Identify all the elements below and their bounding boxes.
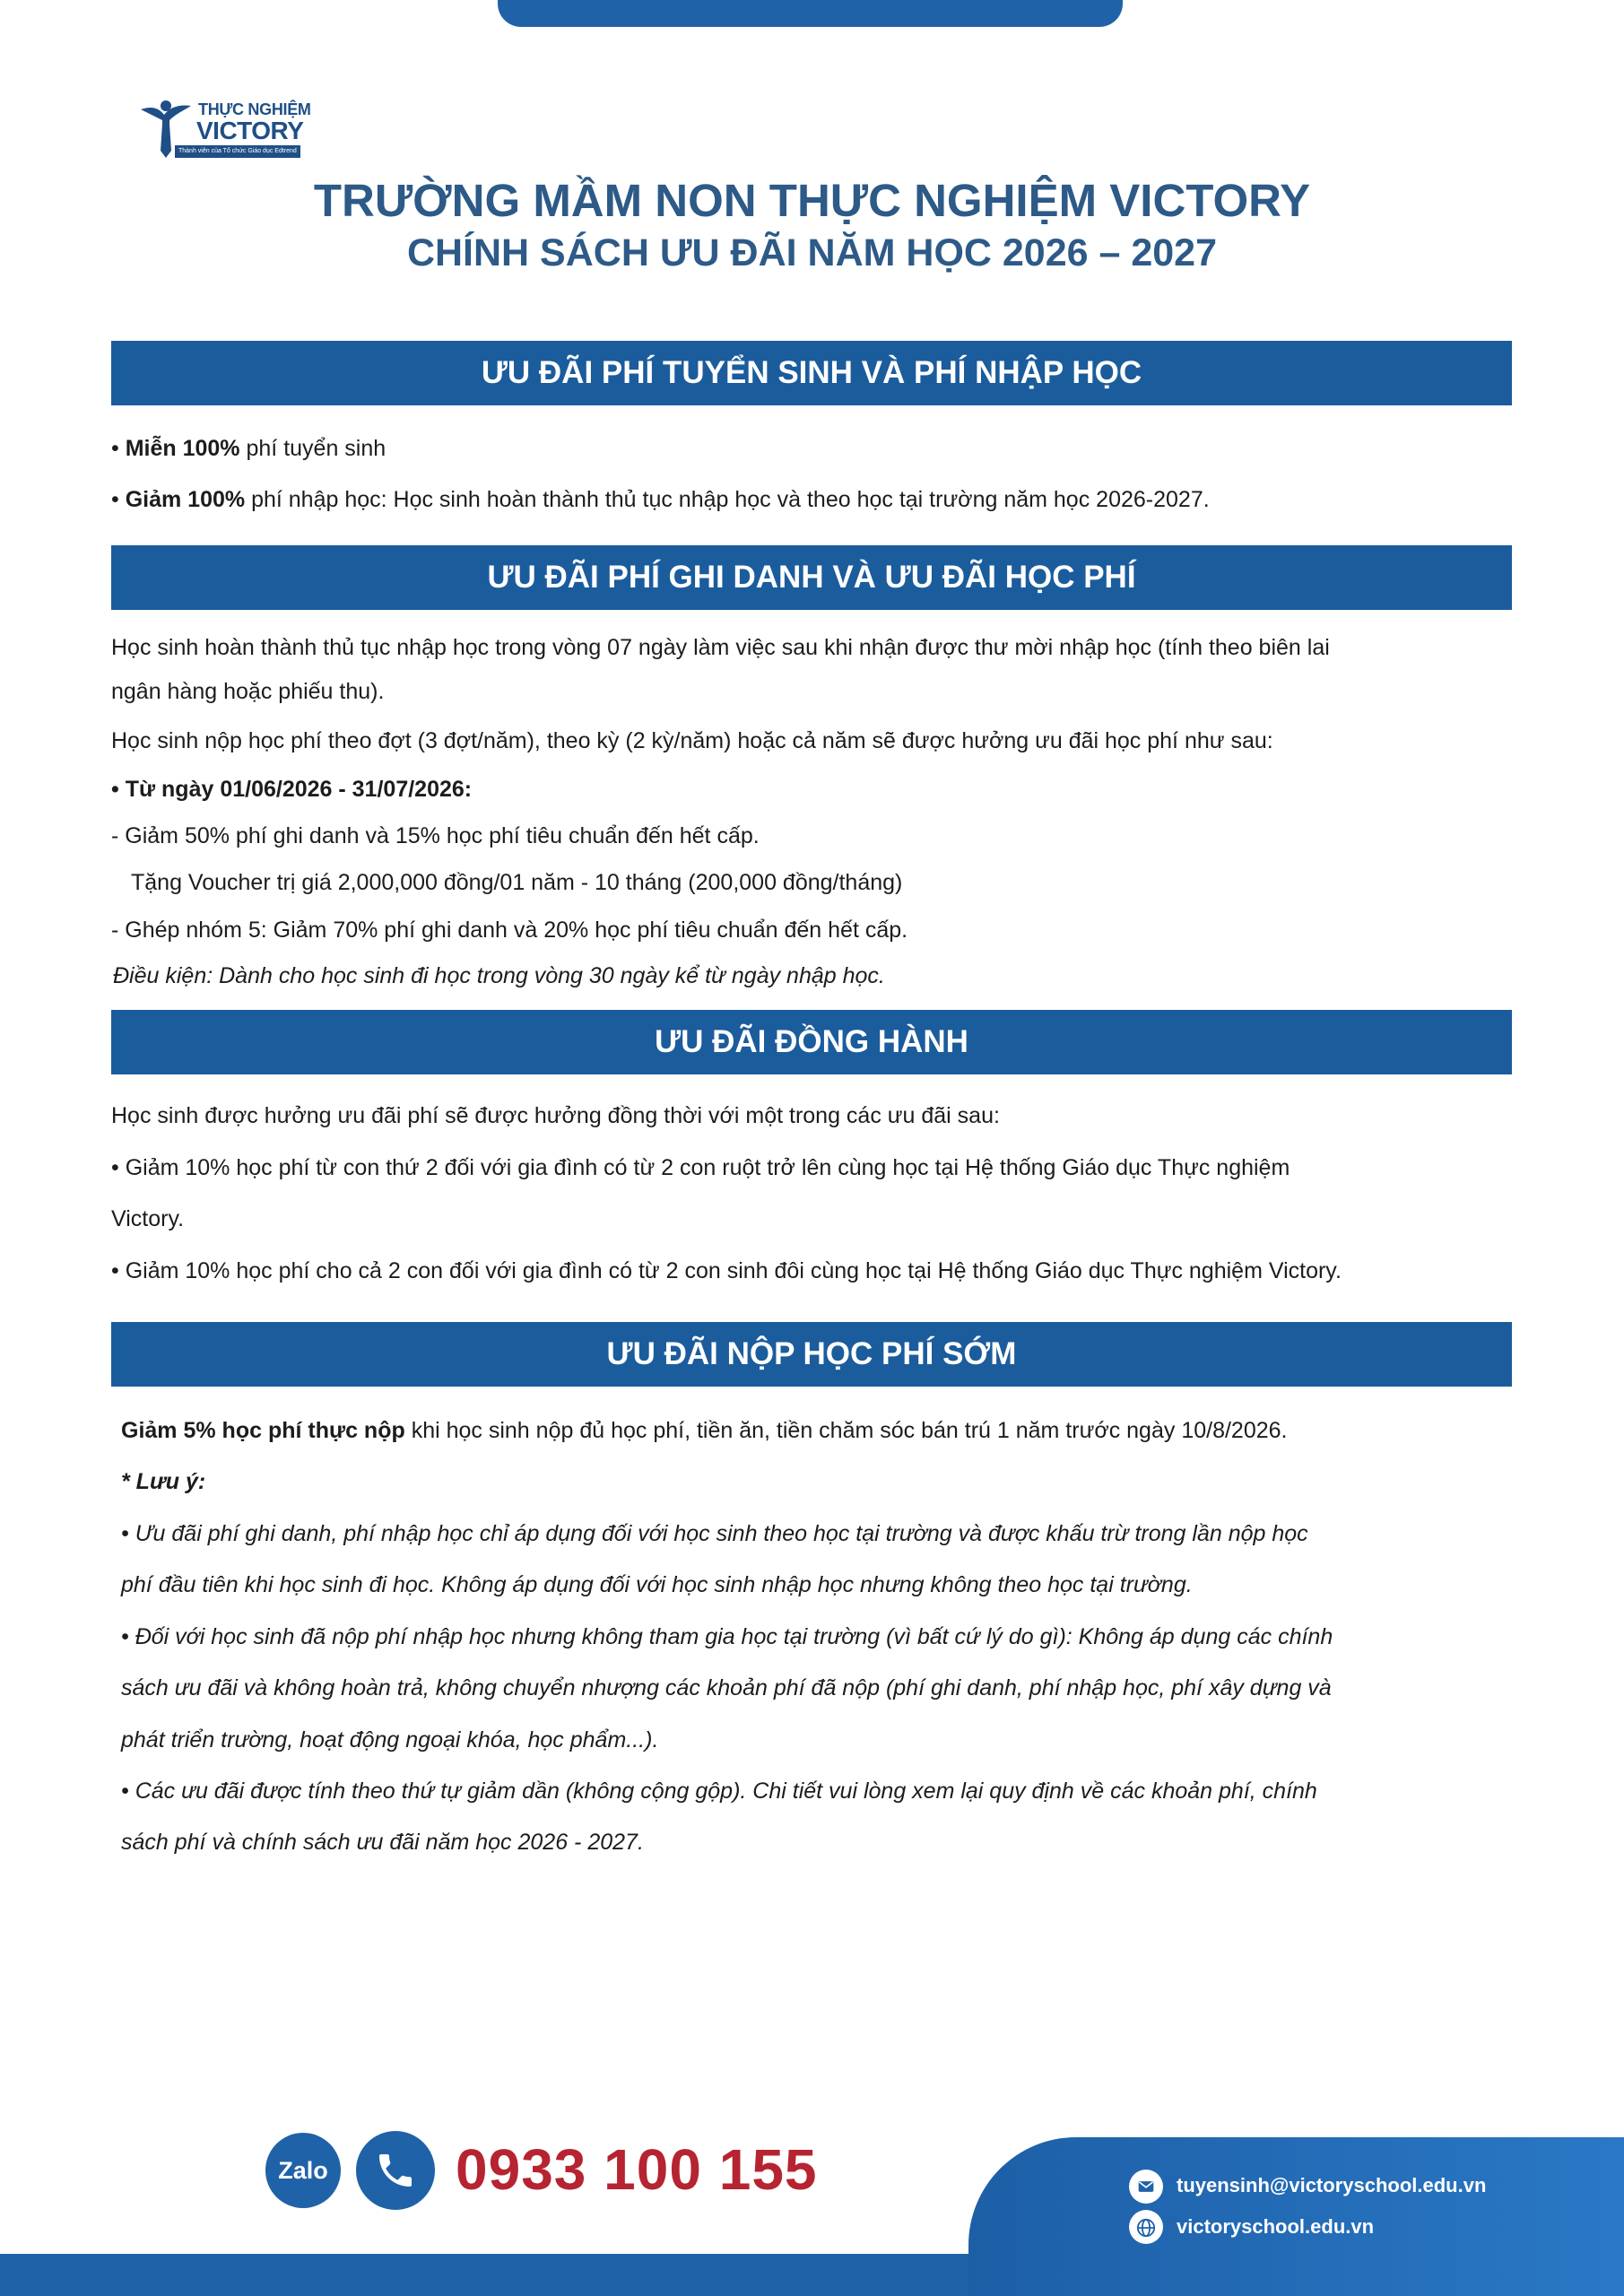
admission-item-1-text: phí tuyển sinh	[239, 436, 386, 461]
early-payment-text: khi học sinh nộp đủ học phí, tiền ăn, tiền chăm sóc bán trú 1 năm trước ngày 10/8/2026.	[404, 1418, 1288, 1443]
section-heading-admission-fee: ƯU ĐÃI PHÍ TUYỂN SINH VÀ PHÍ NHẬP HỌC	[111, 341, 1512, 405]
hotline-number[interactable]: 0933 100 155	[456, 2137, 818, 2202]
tuition-para1-line2: ngân hàng hoặc phiếu thu).	[111, 679, 385, 704]
admission-item-1: • Miễn 100% phí tuyển sinh	[111, 436, 386, 461]
companion-item-1-line1: • Giảm 10% học phí từ con thứ 2 đối với gia đình có từ 2 con ruột trở lên cùng học tại Hệ thống Giáo dục Thực nghiệm	[111, 1155, 1290, 1180]
companion-item-2: • Giảm 10% học phí cho cả 2 con đối với gia đình có từ 2 con sinh đôi cùng học tại Hệ thống Giáo dục Thực nghiệm Victory.	[111, 1258, 1342, 1283]
logo-text-line1: THỰC NGHIỆM	[198, 100, 311, 118]
tuition-offer-2: - Ghép nhóm 5: Giảm 70% phí ghi danh và 20% học phí tiêu chuẩn đến hết cấp.	[111, 918, 908, 943]
note-1-line2: phí đầu tiên khi học sinh đi học. Không áp dụng đối với học sinh nhập học nhưng không theo học tại trường.	[121, 1572, 1193, 1597]
early-payment-main	[121, 1416, 1287, 1445]
tuition-offer-1: - Giảm 50% phí ghi danh và 15% học phí tiêu chuẩn đến hết cấp.	[111, 823, 760, 848]
admission-item-1-bold: Miễn 100%	[125, 436, 240, 461]
early-payment-bold: Giảm 5% học phí thực nộp	[121, 1418, 405, 1443]
companion-item-1-line2: Victory.	[111, 1206, 185, 1231]
section-heading-registration-tuition: ƯU ĐÃI PHÍ GHI DANH VÀ ƯU ĐÃI HỌC PHÍ	[111, 545, 1512, 610]
logo-text-line2: VICTORY	[196, 117, 304, 144]
companion-intro: Học sinh được hưởng ưu đãi phí sẽ được hưởng đồng thời với một trong các ưu đãi sau:	[111, 1103, 1000, 1128]
phone-icon[interactable]	[356, 2131, 435, 2210]
section-heading-companion: ƯU ĐÃI ĐỒNG HÀNH	[111, 1010, 1512, 1074]
school-logo	[139, 97, 311, 161]
page-subtitle: CHÍNH SÁCH ƯU ĐÃI NĂM HỌC 2026 – 2027	[406, 231, 1218, 274]
page-title: TRƯỜNG MẦM NON THỰC NGHIỆM VICTORY	[313, 175, 1311, 226]
tuition-offer-1-voucher: Tặng Voucher trị giá 2,000,000 đồng/01 năm - 10 tháng (200,000 đồng/tháng)	[131, 870, 903, 895]
note-3-line2: sách phí và chính sách ưu đãi năm học 2026 - 2027.	[121, 1830, 644, 1855]
tuition-para2: Học sinh nộp học phí theo đợt (3 đợt/năm), theo kỳ (2 kỳ/năm) hoặc cả năm sẽ được hưởng ưu đãi học phí như sau:	[111, 728, 1273, 753]
top-decorative-tab	[498, 0, 1123, 27]
admission-item-2: • Giảm 100% phí nhập học: Học sinh hoàn thành thủ tục nhập học và theo học tại trường năm học 2026-2027.	[111, 487, 1210, 512]
contact-email[interactable]: tuyensinh@victoryschool.edu.vn	[1177, 2174, 1487, 2196]
section-heading-early-payment: ƯU ĐÃI NỘP HỌC PHÍ SỚM	[111, 1322, 1512, 1387]
note-3-line1: • Các ưu đãi được tính theo thứ tự giảm dần (không cộng gộp). Chi tiết vui lòng xem lại quy định về các khoản phí, chính	[121, 1779, 1317, 1804]
note-label: * Lưu ý:	[121, 1469, 206, 1494]
admission-item-2-bold: Giảm 100%	[125, 487, 246, 512]
tuition-period: • Từ ngày 01/06/2026 - 31/07/2026:	[111, 777, 473, 802]
zalo-icon[interactable]: Zalo	[265, 2133, 341, 2208]
contact-website[interactable]: victoryschool.edu.vn	[1177, 2215, 1375, 2238]
globe-icon	[1129, 2210, 1163, 2244]
note-1-line1: • Ưu đãi phí ghi danh, phí nhập học chỉ áp dụng đối với học sinh theo học tại trường và được khấu trừ trong lần nộp học	[121, 1521, 1308, 1546]
mail-icon	[1129, 2170, 1163, 2204]
note-2-line1: • Đối với học sinh đã nộp phí nhập học nhưng không tham gia học tại trường (vì bất cứ lý do gì): Không áp dụng các chính	[121, 1624, 1333, 1649]
note-2-line2: sách ưu đãi và không hoàn trả, không chuyển nhượng các khoản phí đã nộp (phí ghi danh, phí nhập học, phí xây dựng và	[121, 1675, 1332, 1700]
note-2-line3: phát triển trường, hoạt động ngoại khóa, học phẩm...).	[121, 1727, 659, 1752]
tuition-para1-line1: Học sinh hoàn thành thủ tục nhập học trong vòng 07 ngày làm việc sau khi nhận được thư mời nhập học (tính theo biên lai	[111, 635, 1330, 660]
tuition-period-label: Từ ngày 01/06/2026 - 31/07/2026:	[125, 777, 473, 802]
tuition-condition: Điều kiện: Dành cho học sinh đi học trong vòng 30 ngày kể từ ngày nhập học.	[113, 963, 885, 988]
logo-tagline: Thành viên của Tổ chức Giáo dục Edtrend	[175, 145, 300, 158]
admission-item-2-text: phí nhập học: Học sinh hoàn thành thủ tục nhập học và theo học tại trường năm học 2026-2027.	[245, 487, 1210, 512]
